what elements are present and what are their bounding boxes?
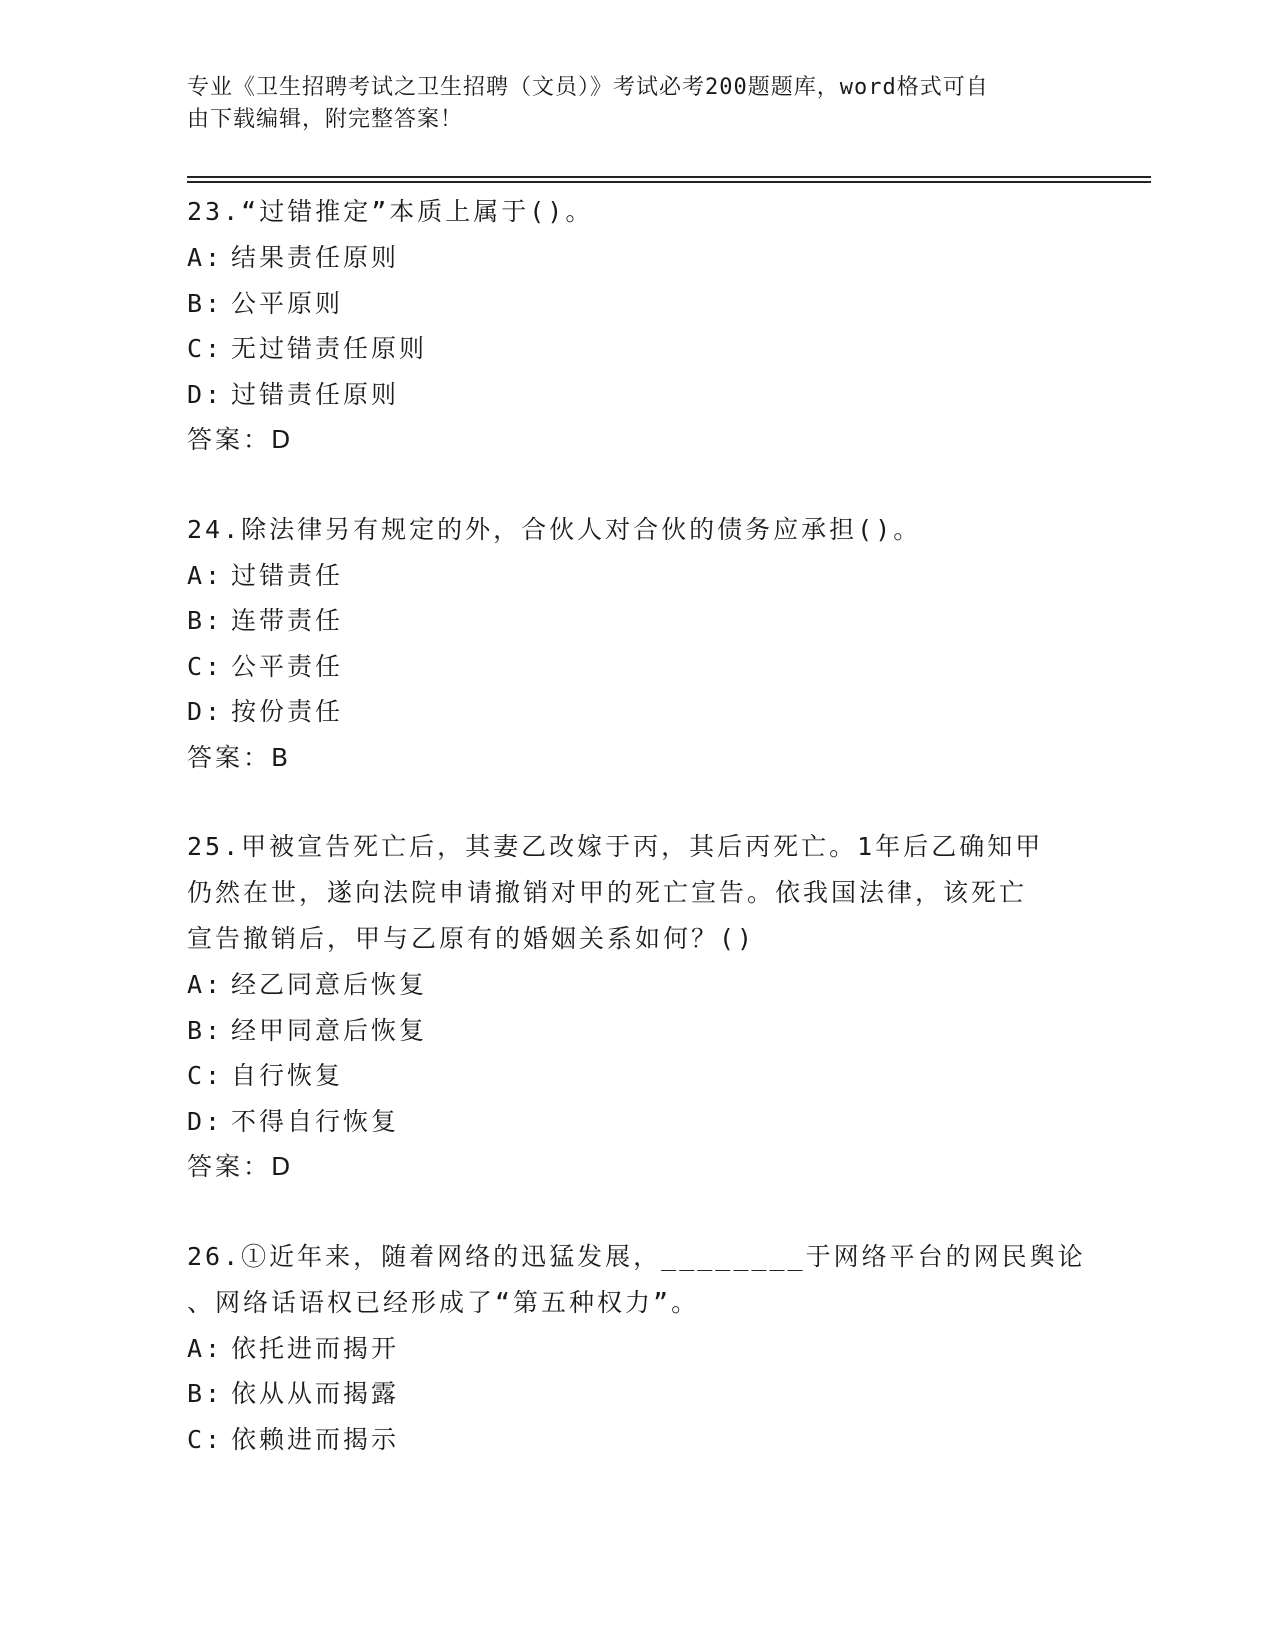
question-stem-line: 25.甲被宣告死亡后，其妻乙改嫁于丙，其后丙死亡。1年后乙确知甲 bbox=[187, 832, 1044, 861]
option-letter: A: bbox=[187, 560, 224, 590]
document-header bbox=[187, 72, 1067, 136]
answer-option bbox=[187, 1371, 1087, 1417]
option-text: 公平原则 bbox=[231, 288, 344, 318]
question-stem-line: 23.“过错推定”本质上属于()。 bbox=[187, 197, 594, 226]
option-letter: C: bbox=[187, 1424, 224, 1454]
answer-option bbox=[187, 1417, 1087, 1463]
option-text: 自行恢复 bbox=[231, 1061, 344, 1090]
answer-option bbox=[187, 326, 1087, 372]
answer-option bbox=[187, 235, 1087, 281]
answer-option bbox=[187, 372, 1087, 418]
option-letter: B: bbox=[187, 1015, 224, 1045]
option-letter: B: bbox=[187, 288, 224, 318]
option-letter: D: bbox=[187, 697, 224, 726]
option-text: 连带责任 bbox=[231, 606, 344, 635]
question-stem-line: 24.除法律另有规定的外，合伙人对合伙的债务应承担()。 bbox=[187, 514, 922, 544]
answer-key: 答案：D bbox=[187, 425, 294, 454]
option-text: 公平责任 bbox=[231, 651, 344, 681]
question-stem-line: 、网络话语权已经形成了“第五种权力”。 bbox=[187, 1287, 700, 1317]
option-letter: C: bbox=[187, 334, 224, 363]
option-letter: A: bbox=[187, 243, 224, 272]
option-letter: D: bbox=[187, 379, 224, 409]
option-text: 无过错责任原则 bbox=[231, 334, 428, 363]
answer-option bbox=[187, 598, 1087, 644]
option-text: 过错责任 bbox=[231, 560, 344, 590]
header-line-2: 由下载编辑，附完整答案！ bbox=[187, 107, 464, 132]
question-list bbox=[187, 189, 1087, 1462]
question-stem-line: 26.①近年来，随着网络的迅猛发展，________于网络平台的网民舆论 bbox=[187, 1241, 1086, 1271]
option-letter: B: bbox=[187, 606, 224, 635]
question-block bbox=[187, 824, 1087, 1190]
header-line-1: 专业《卫生招聘考试之卫生招聘（文员）》考试必考200题题库，word格式可自 bbox=[187, 75, 989, 100]
header-rule-top bbox=[187, 176, 1151, 178]
header-rule-bottom bbox=[187, 181, 1151, 183]
answer-option bbox=[187, 644, 1087, 690]
option-text: 过错责任原则 bbox=[231, 379, 400, 409]
option-text: 依托进而揭开 bbox=[231, 1333, 400, 1363]
option-letter: A: bbox=[187, 970, 224, 999]
option-letter: B: bbox=[187, 1379, 224, 1408]
answer-option bbox=[187, 281, 1087, 327]
option-text: 经乙同意后恢复 bbox=[231, 970, 428, 999]
question-stem-line: 宣告撤销后，甲与乙原有的婚姻关系如何？() bbox=[187, 924, 756, 953]
answer-option bbox=[187, 1008, 1087, 1054]
answer-option bbox=[187, 1099, 1087, 1145]
option-letter: C: bbox=[187, 651, 224, 681]
question-block bbox=[187, 189, 1087, 463]
answer-key: 答案：B bbox=[187, 742, 292, 772]
option-text: 不得自行恢复 bbox=[231, 1106, 400, 1136]
option-letter: D: bbox=[187, 1106, 224, 1136]
question-stem-line: 仍然在世，遂向法院申请撤销对甲的死亡宣告。依我国法律，该死亡 bbox=[187, 878, 1028, 907]
answer-option bbox=[187, 1326, 1087, 1372]
answer-option bbox=[187, 553, 1087, 599]
answer-option bbox=[187, 1053, 1087, 1099]
answer-key: 答案：D bbox=[187, 1152, 294, 1181]
question-block bbox=[187, 1234, 1087, 1463]
answer-option bbox=[187, 962, 1087, 1008]
option-text: 依赖进而揭示 bbox=[231, 1424, 400, 1454]
option-text: 按份责任 bbox=[231, 697, 344, 726]
option-letter: C: bbox=[187, 1061, 224, 1090]
option-letter: A: bbox=[187, 1333, 224, 1363]
question-block bbox=[187, 507, 1087, 781]
option-text: 依从从而揭露 bbox=[231, 1379, 400, 1408]
answer-option bbox=[187, 689, 1087, 735]
option-text: 经甲同意后恢复 bbox=[231, 1015, 428, 1045]
option-text: 结果责任原则 bbox=[231, 243, 400, 272]
